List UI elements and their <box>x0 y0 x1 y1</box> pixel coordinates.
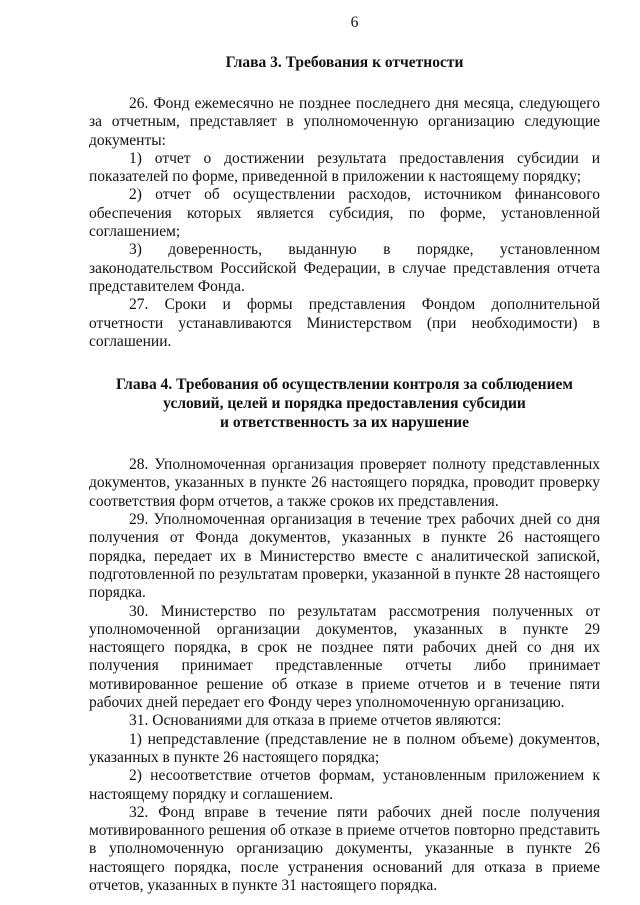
chapter-3-body <box>89 95 600 351</box>
chapter-4-title-line: Глава 4. Требования об осуществлении контроля за соблюдением <box>116 376 573 394</box>
chapter-4-title-line: и ответственность за их нарушение <box>220 414 469 432</box>
paragraph-31-item-1: 1) непредставление (представление не в полном объеме) документов, указанных в пункте 26 настоящего порядка; <box>89 730 600 766</box>
page-number: 6 <box>350 14 359 31</box>
paragraph-26-item-1: 1) отчет о достижении результата предоставления субсидии и показателей по форме, приведенной в приложении к настоящему порядку; <box>89 149 600 186</box>
paragraph-27: 27. Сроки и формы представления Фондом дополнительной отчетности устанавливаются Министерством (при необходимости) в соглашении. <box>89 296 600 350</box>
chapter-4-title-line: условий, целей и порядка предоставления субсидии <box>163 395 526 413</box>
paragraph-31-item-2: 2) несоответствие отчетов формам, установленным приложением к настоящему порядку и соглашением. <box>89 767 600 803</box>
paragraph-32: 32. Фонд вправе в течение пяти рабочих дней после получения мотивированного решения об отказе в приеме отчетов повторно представить в уполномоченную организацию документы, указанные в пункте 26 настоящего порядка, после устранения оснований для отказа в приеме отчетов, указанных в пункте 31 настоящего порядка. <box>89 803 600 894</box>
chapter-4-title <box>89 375 600 432</box>
paragraph-26-item-2: 2) отчет об осуществлении расходов, источником финансового обеспечения которых является субсидия, по форме, установленной соглашением; <box>89 186 600 241</box>
paragraph-29: 29. Уполномоченная организация в течение трех рабочих дней со дня получения от Фонда документов, указанных в пункте 26 настоящего порядка, передает их в Министерство вместе с аналитической запиской, подготовленной по результатам проверки, указанной в пункте 28 настоящего порядка. <box>89 511 600 602</box>
paragraph-28: 28. Уполномоченная организация проверяет полноту представленных документов, указанных в пункте 26 настоящего порядка, проводит проверку соответствия форм отчетов, а также сроков их представления. <box>89 456 600 510</box>
paragraph-30: 30. Министерство по результатам рассмотрения полученных от уполномоченной организации документов, указанных в пункте 29 настоящего порядка, в срок не позднее пяти рабочих дней со дня их получения принимает представленные отчеты либо принимает мотивированное решение об отказе в приеме отчетов и в течение пяти рабочих дней передает его Фонду через уполномоченную организацию. <box>89 602 600 712</box>
chapter-4-body <box>89 456 600 895</box>
paragraph-26-item-3: 3) доверенность, выданную в порядке, установленном законодательством Российской Федерации, в случае представления отчета представителем Фонда. <box>89 241 600 295</box>
paragraph-26: 26. Фонд ежемесячно не позднее последнего дня месяца, следующего за отчетным, представляет в уполномоченную организацию следующие документы: <box>89 95 600 149</box>
paragraph-31: 31. Основаниями для отказа в приеме отчетов являются: <box>129 712 502 730</box>
chapter-3-title: Глава 3. Требования к отчетности <box>225 54 464 71</box>
